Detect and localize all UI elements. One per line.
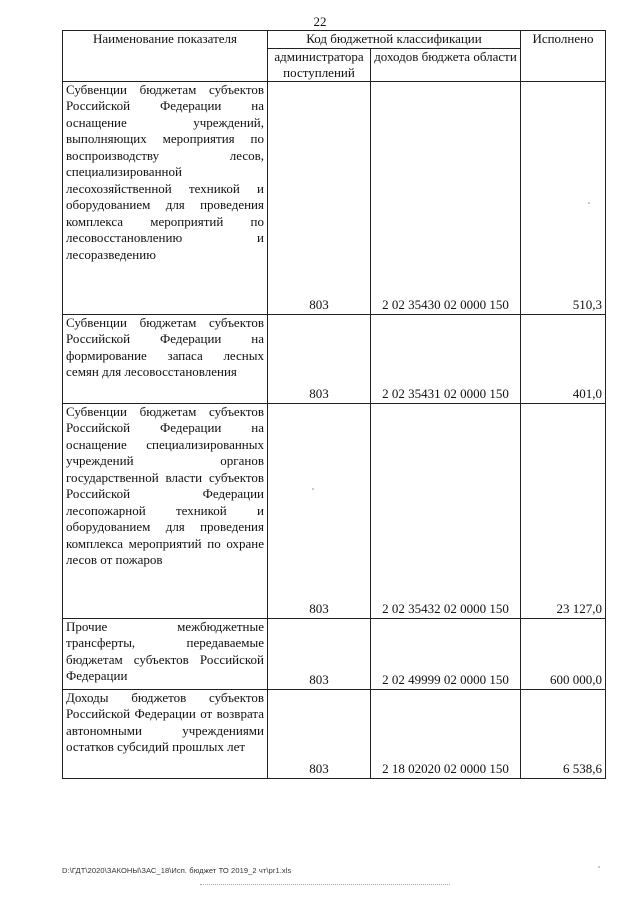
row-name: Доходы бюджетов субъектов Российской Федерации от возврата автономными учреждениями остатков субсидий прошлых лет <box>63 689 268 778</box>
header-row <box>63 31 606 49</box>
row-revenue-code: 2 02 49999 02 0000 150 <box>371 618 521 689</box>
row-admin-code: 803 <box>268 618 371 689</box>
row-executed-value: 401,0 <box>521 314 606 403</box>
budget-table <box>62 30 606 779</box>
row-revenue-code: 2 02 35432 02 0000 150 <box>371 403 521 618</box>
row-executed-value: 6 538,6 <box>521 689 606 778</box>
row-revenue-code: 2 18 02020 02 0000 150 <box>371 689 521 778</box>
row-executed-value: 23 127,0 <box>521 403 606 618</box>
row-executed-value: 510,3 <box>521 81 606 314</box>
header-revenue: доходов бюджета области <box>371 48 521 81</box>
row-name: Субвенции бюджетам субъектов Российской Федерации на оснащение специализированных учреждений органов государственной власти субъектов Российской Федерации лесопожарной техникой и оборудованием для проведения комплекса мероприятий по охране лесов от пожаров <box>63 403 268 618</box>
page-number: 22 <box>313 14 327 29</box>
table-row <box>63 81 606 314</box>
row-admin-code: 803 <box>268 314 371 403</box>
table-row <box>63 314 606 403</box>
scan-speck <box>588 202 590 204</box>
footer-file-path: D:\ГДТ\2020\ЗАКОНЫ\ЗАС_18\Исп. бюджет ТО 2019_2 чт\рr1.xls <box>62 866 292 875</box>
row-name: Субвенции бюджетам субъектов Российской Федерации на формирование запаса лесных семян для лесовосстановления <box>63 314 268 403</box>
header-admin: администратора поступлений <box>268 48 371 81</box>
table-row <box>63 618 606 689</box>
footer-scan-line <box>200 884 450 885</box>
row-revenue-code: 2 02 35431 02 0000 150 <box>371 314 521 403</box>
row-revenue-code: 2 02 35430 02 0000 150 <box>371 81 521 314</box>
header-code-group: Код бюджетной классификации <box>268 31 521 49</box>
scan-speck <box>598 866 600 868</box>
header-name: Наименование показателя <box>63 31 268 82</box>
row-admin-code: 803 <box>268 689 371 778</box>
scan-speck <box>312 488 314 490</box>
row-executed-value: 600 000,0 <box>521 618 606 689</box>
row-admin-code: 803 <box>268 81 371 314</box>
row-name: Прочие межбюджетные трансферты, передаваемые бюджетам субъектов Российской Федерации <box>63 618 268 689</box>
table-row <box>63 403 606 618</box>
row-admin-code: 803 <box>268 403 371 618</box>
row-name: Субвенции бюджетам субъектов Российской Федерации на оснащение учреждений, выполняющих мероприятия по воспроизводству лесов, специализированной лесохозяйственной техникой и оборудованием для проведения комплекса мероприятий по лесовосстановлению и лесоразведению <box>63 81 268 314</box>
table-row <box>63 689 606 778</box>
header-executed: Исполнено <box>521 31 606 82</box>
